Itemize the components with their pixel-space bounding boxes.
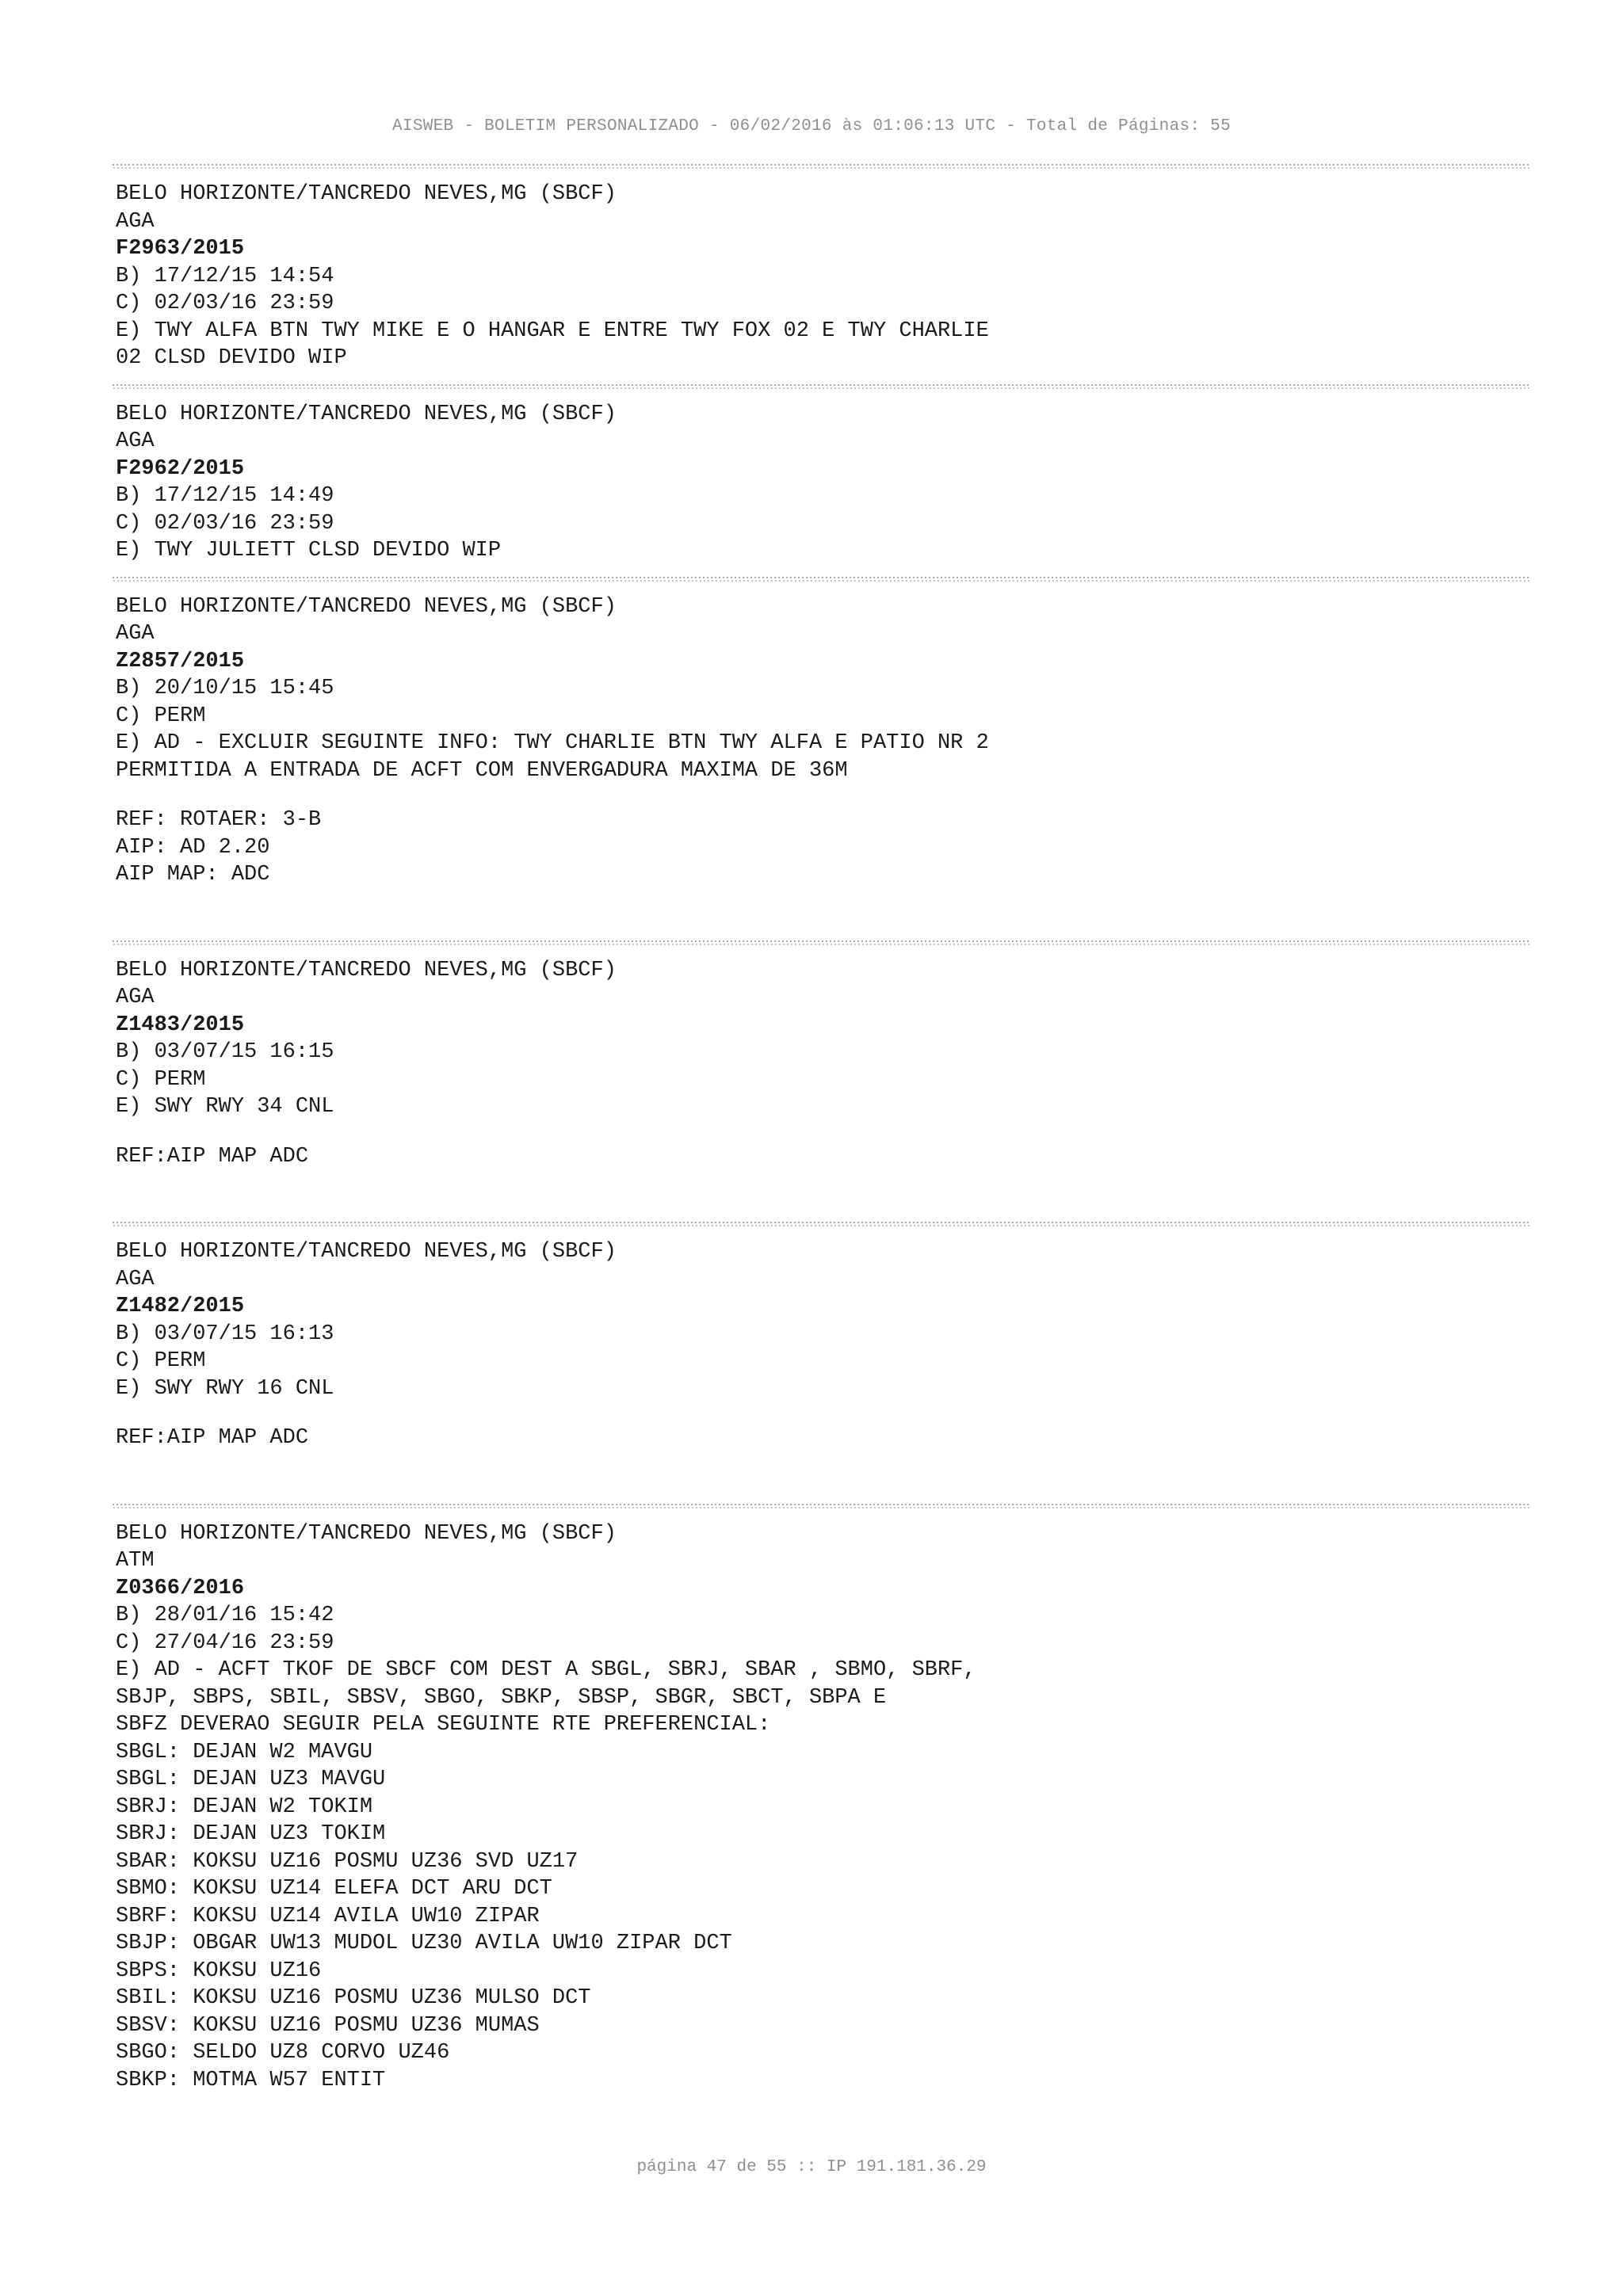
notam-end: C) PERM <box>116 1067 206 1092</box>
notam-text-line: E) SWY RWY 34 CNL <box>116 1095 334 1119</box>
separator <box>113 940 1529 946</box>
route-line: SBMO: KOKSU UZ14 ELEFA DCT ARU DCT <box>116 1877 552 1901</box>
notam-start: B) 17/12/15 14:54 <box>116 264 334 288</box>
separator <box>113 1221 1529 1227</box>
notam-id: F2963/2015 <box>116 237 245 261</box>
notam-text-line: E) TWY JULIETT CLSD DEVIDO WIP <box>116 539 502 563</box>
notam-location: BELO HORIZONTE/TANCREDO NEVES,MG (SBCF) <box>116 958 617 982</box>
route-line: SBGL: DEJAN UZ3 MAVGU <box>116 1768 386 1791</box>
notam-category: AGA <box>116 1267 155 1291</box>
notam-location: BELO HORIZONTE/TANCREDO NEVES,MG (SBCF) <box>116 594 617 619</box>
notam-category: AGA <box>116 429 155 453</box>
notam-location: BELO HORIZONTE/TANCREDO NEVES,MG (SBCF) <box>116 182 617 206</box>
notam-category: AGA <box>116 622 155 646</box>
notam-entry <box>116 401 1526 565</box>
route-line: SBSV: KOKSU UZ16 POSMU UZ36 MUMAS <box>116 2013 540 2038</box>
route-line: SBGL: DEJAN W2 MAVGU <box>116 1740 373 1764</box>
notam-entry <box>116 1238 1526 1492</box>
notam-start: B) 03/07/15 16:15 <box>116 1040 334 1064</box>
notam-id: Z2857/2015 <box>116 649 245 673</box>
notam-end: C) 02/03/16 23:59 <box>116 511 334 536</box>
notam-ref-line: AIP MAP: ADC <box>116 863 270 887</box>
bulletin-content <box>116 158 1526 2105</box>
notam-category: AGA <box>116 986 155 1009</box>
notam-location: BELO HORIZONTE/TANCREDO NEVES,MG (SBCF) <box>116 402 617 426</box>
separator <box>113 383 1529 390</box>
route-line: SBJP: OBGAR UW13 MUDOL UZ30 AVILA UW10 ZIPAR DCT <box>116 1932 732 1955</box>
notam-text-line: E) AD - EXCLUIR SEGUINTE INFO: TWY CHARLIE BTN TWY ALFA E PATIO NR 2 <box>116 731 989 755</box>
notam-start: B) 03/07/15 16:13 <box>116 1322 334 1346</box>
notam-end: C) PERM <box>116 1349 206 1373</box>
notam-category: AGA <box>116 209 155 234</box>
notam-text-line: PERMITIDA A ENTRADA DE ACFT COM ENVERGADURA MAXIMA DE 36M <box>116 758 848 783</box>
notam-text-line: E) TWY ALFA BTN TWY MIKE E O HANGAR E ENTRE TWY FOX 02 E TWY CHARLIE <box>116 318 989 343</box>
notam-ref-line: REF: ROTAER: 3-B <box>116 808 322 832</box>
notam-ref-line: AIP: AD 2.20 <box>116 835 270 860</box>
route-line: SBKP: MOTMA W57 ENTIT <box>116 2068 386 2092</box>
notam-id: Z0366/2016 <box>116 1576 245 1600</box>
notam-ref-line: REF:AIP MAP ADC <box>116 1144 309 1169</box>
notam-text-line: 02 CLSD DEVIDO WIP <box>116 346 347 370</box>
notam-end: C) 27/04/16 23:59 <box>116 1630 334 1655</box>
notam-location: BELO HORIZONTE/TANCREDO NEVES,MG (SBCF) <box>116 1240 617 1264</box>
notam-ref-line: REF:AIP MAP ADC <box>116 1426 309 1450</box>
route-line: SBRJ: DEJAN UZ3 TOKIM <box>116 1822 386 1846</box>
notam-entry <box>116 1520 1526 2095</box>
page-header: AISWEB - BOLETIM PERSONALIZADO - 06/02/2016 às 01:06:13 UTC - Total de Páginas: 55 <box>392 117 1231 135</box>
separator <box>113 163 1529 170</box>
notam-start: B) 28/01/16 15:42 <box>116 1604 334 1627</box>
separator <box>113 576 1529 582</box>
notam-location: BELO HORIZONTE/TANCREDO NEVES,MG (SBCF) <box>116 1521 617 1546</box>
notam-text-line: E) SWY RWY 16 CNL <box>116 1376 334 1401</box>
route-line: SBGO: SELDO UZ8 CORVO UZ46 <box>116 2041 450 2065</box>
route-line: SBRF: KOKSU UZ14 AVILA UW10 ZIPAR <box>116 1904 540 1928</box>
separator <box>113 1503 1529 1509</box>
notam-end: C) 02/03/16 23:59 <box>116 292 334 315</box>
notam-text-line: E) AD - ACFT TKOF DE SBCF COM DEST A SBGL, SBRJ, SBAR , SBMO, SBRF, <box>116 1658 976 1682</box>
notam-id: F2962/2015 <box>116 456 245 481</box>
notam-end: C) PERM <box>116 704 206 728</box>
notam-entry <box>116 957 1526 1211</box>
route-line: SBRJ: DEJAN W2 TOKIM <box>116 1794 373 1819</box>
notam-text-line: SBFZ DEVERAO SEGUIR PELA SEGUINTE RTE PREFERENCIAL: <box>116 1713 771 1737</box>
route-line: SBAR: KOKSU UZ16 POSMU UZ36 SVD UZ17 <box>116 1849 579 1874</box>
route-line: SBPS: KOKSU UZ16 <box>116 1958 322 1983</box>
notam-entry <box>116 593 1526 929</box>
route-line: SBIL: KOKSU UZ16 POSMU UZ36 MULSO DCT <box>116 1986 591 2010</box>
page-footer: página 47 de 55 :: IP 191.181.36.29 <box>636 2158 987 2176</box>
notam-entry <box>116 181 1526 372</box>
notam-id: Z1483/2015 <box>116 1013 245 1037</box>
notam-id: Z1482/2015 <box>116 1295 245 1318</box>
notam-text-line: SBJP, SBPS, SBIL, SBSV, SBGO, SBKP, SBSP, SBGR, SBCT, SBPA E <box>116 1685 887 1710</box>
notam-category: ATM <box>116 1549 155 1573</box>
notam-start: B) 17/12/15 14:49 <box>116 484 334 508</box>
notam-start: B) 20/10/15 15:45 <box>116 677 334 700</box>
